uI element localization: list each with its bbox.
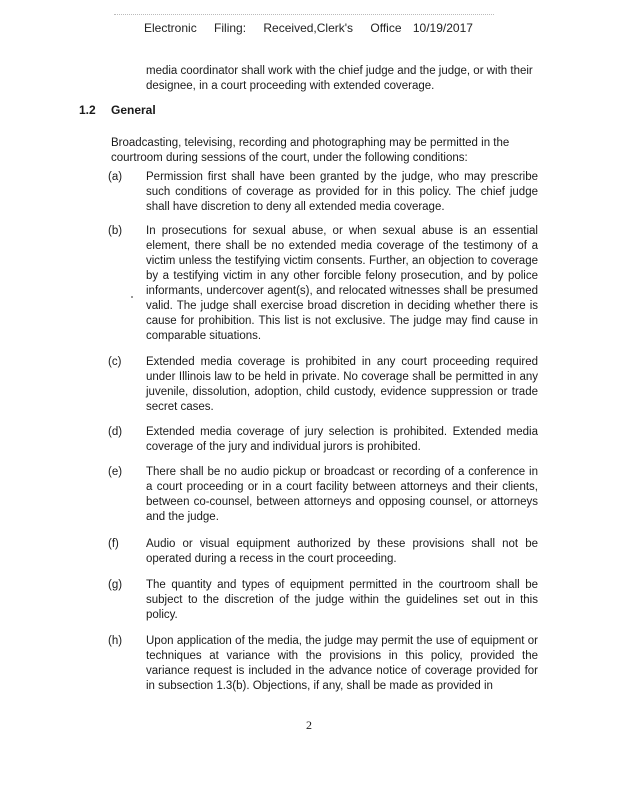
stamp-filing: Filing: — [214, 21, 247, 35]
stamp-date: 10/19/2017 — [412, 21, 473, 35]
item-text: Upon application of the media, the judge may permit the use of equipment or techniques at variance with the provisions in this policy, provided the variance request is included in the advance notice of coverage provided for in subsection 1.3(b). Objections, if any, shall be made as provided in — [146, 635, 538, 692]
item-text: There shall be no audio pickup or broadcast or recording of a conference in a court proceeding or in a court facility between attorneys and their clients, between co-counsel, between attorneys and opposing counsel, or attorneys and the judge. — [146, 466, 538, 523]
item-label: (d) — [108, 426, 123, 438]
list-item — [108, 170, 538, 215]
list-item — [108, 465, 538, 525]
section-title: General — [111, 103, 156, 117]
stamp-received: Received,Clerk's — [263, 21, 354, 35]
item-text: Extended media coverage of jury selection is prohibited. Extended media coverage of the jury and individual jurors is prohibited. — [146, 426, 538, 453]
scan-speck — [131, 296, 133, 298]
item-label: (h) — [108, 635, 123, 647]
item-text: Extended media coverage is prohibited in any court proceeding required under Illinois law to be held in private. No coverage shall be permitted in any juvenile, dissolution, adoption, child custody, evidence suppression or trade secret cases. — [146, 356, 538, 413]
item-label: (e) — [108, 466, 123, 478]
list-item — [108, 425, 538, 455]
page-number: 2 — [306, 718, 312, 732]
section-number: 1.2 — [79, 103, 96, 117]
filing-stamp — [144, 21, 485, 35]
item-text: Permission first shall have been granted by the judge, who may prescribe such conditions of coverage as provided for in this policy. The chief judge shall have discretion to deny all extended media coverage. — [146, 171, 538, 213]
item-label: (g) — [108, 579, 123, 591]
list-item — [108, 578, 538, 623]
item-label: (a) — [108, 171, 123, 183]
intro-paragraph: Broadcasting, televising, recording and photographing may be permitted in the courtroom during sessions of the court, under the following conditions: — [111, 137, 510, 164]
list-item — [108, 224, 538, 344]
item-text: In prosecutions for sexual abuse, or when sexual abuse is an essential element, there shall be no extended media coverage of the testimony of a victim unless the testifying victim consents. Further, an objection to coverage by a testifying victim in any other forcible felony prosecution, and by police informants, undercover agent(s), and relocated witnesses shall be presumed valid. The judge shall exercise broad discretion in deciding whether there is cause for prohibition. This list is not exclusive. The judge may find cause in comparable situations. — [146, 225, 538, 342]
list-item — [108, 355, 538, 415]
item-text: Audio or visual equipment authorized by these provisions shall not be operated during a recess in the court proceeding. — [146, 538, 538, 565]
item-label: (c) — [108, 356, 122, 368]
section-heading — [79, 103, 156, 117]
item-label: (f) — [108, 538, 119, 550]
continuation-paragraph: media coordinator shall work with the chief judge and the judge, or with their designee, in a court proceeding with extended coverage. — [146, 65, 533, 92]
item-text: The quantity and types of equipment permitted in the courtroom shall be subject to the discretion of the judge within the guidelines set out in this policy. — [146, 579, 538, 621]
scan-artifact-line — [114, 14, 494, 16]
stamp-office: Office — [370, 21, 402, 35]
item-label: (b) — [108, 225, 123, 237]
list-item — [108, 537, 538, 567]
stamp-electronic: Electronic — [144, 21, 197, 35]
list-item — [108, 634, 538, 694]
